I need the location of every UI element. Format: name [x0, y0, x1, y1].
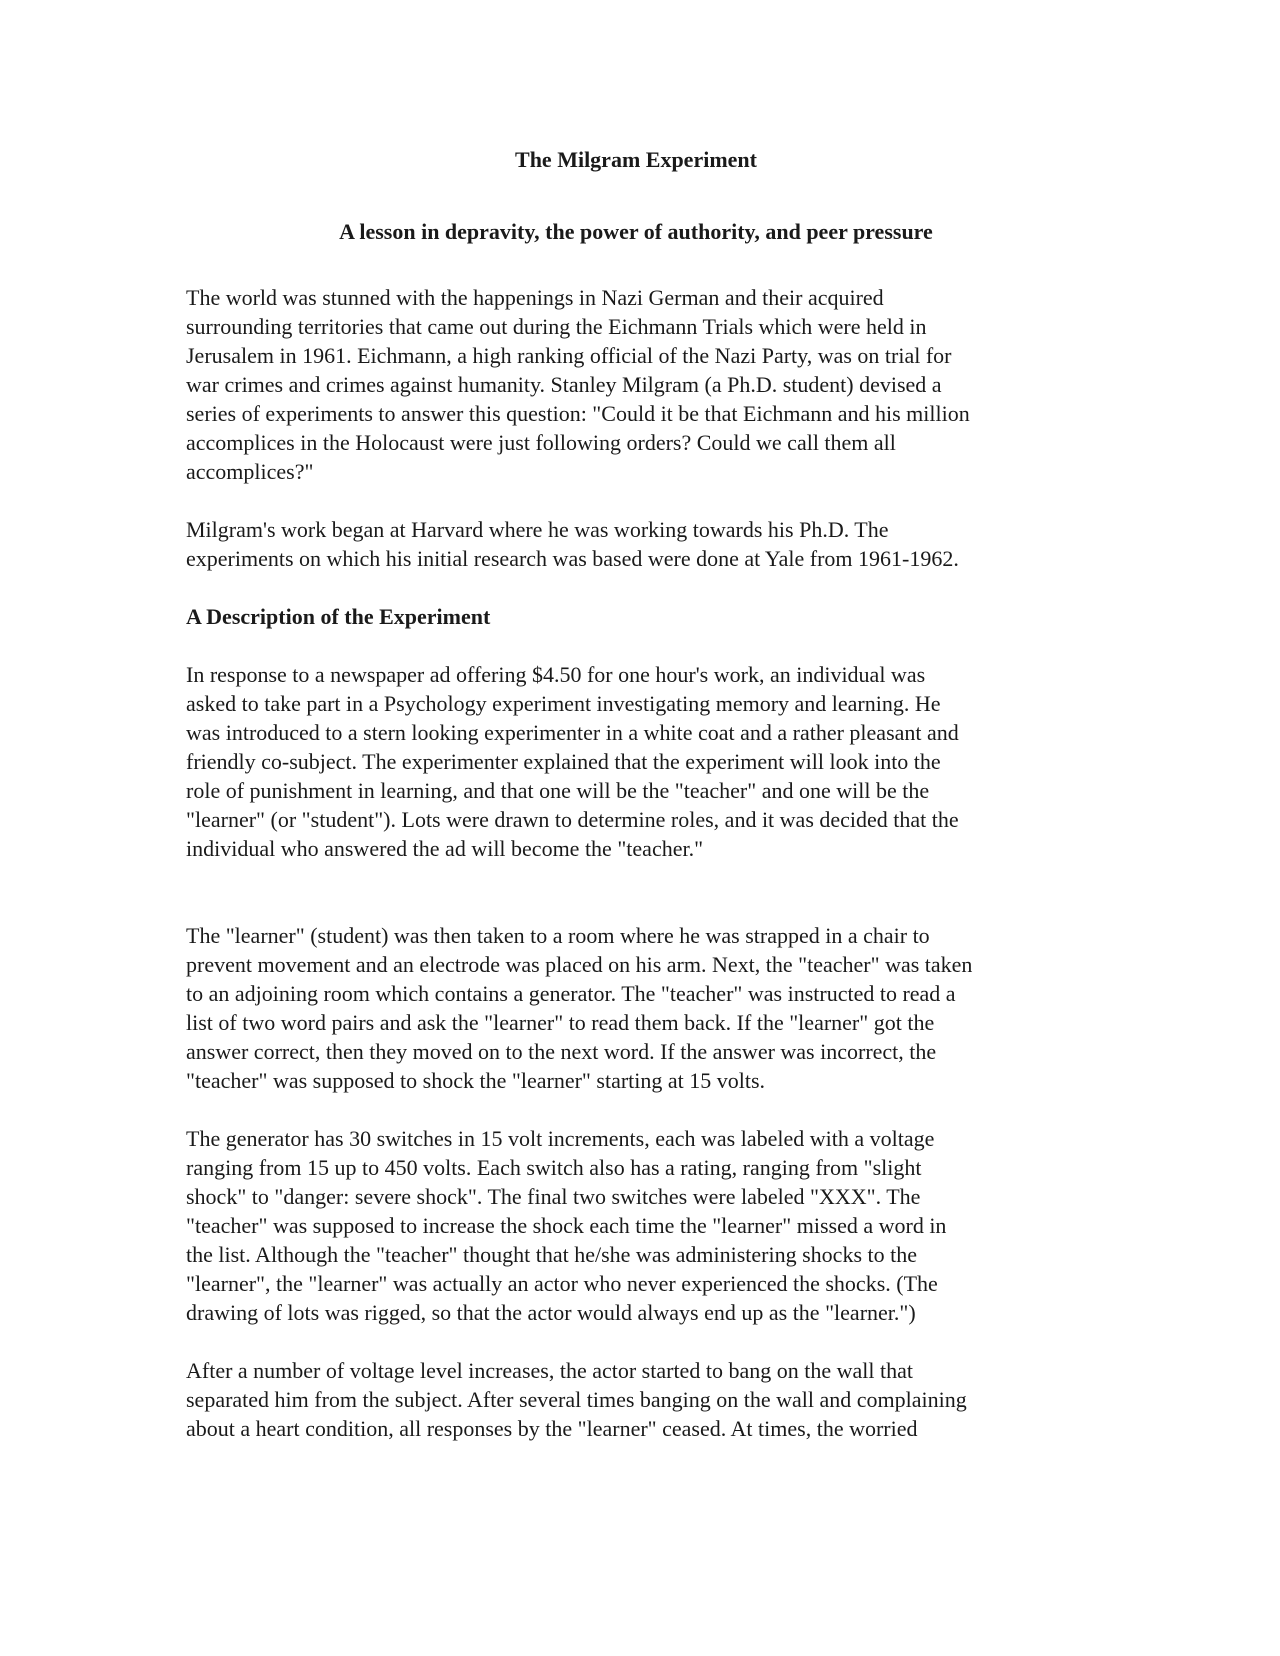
paragraph-generator: The generator has 30 switches in 15 volt increments, each was labeled with a voltage ranging from 15 up to 450 volts. Each switch also has a rating, ranging from "slight shock" to "danger: severe shock". The final two switches were labeled "XXX". The "teacher" was supposed to increase the shock each time the "learner" missed a word in the list. Although the "teacher" thought that he/she was administering shocks to the "learner", the "learner" was actually an actor who never experienced the shocks. (The drawing of lots was rigged, so that the actor would always end up as the "learner.") [186, 1126, 947, 1325]
document-body [186, 146, 1086, 1443]
paragraph-learner-room: The "learner" (student) was then taken to a room where he was strapped in a chair to prevent movement and an electrode was placed on his arm. Next, the "teacher" was taken to an adjoining room which contains a generator. The "teacher" was instructed to read a list of two word pairs and ask the "learner" to read them back. If the "learner" got the answer correct, then they moved on to the next word. If the answer was incorrect, the "teacher" was supposed to shock the "learner" starting at 15 volts. [186, 923, 973, 1093]
paragraph-intro: The world was stunned with the happenings in Nazi German and their acquired surrounding territories that came out during the Eichmann Trials which were held in Jerusalem in 1961. Eichmann, a high ranking official of the Nazi Party, was on trial for war crimes and crimes against humanity. Stanley Milgram (a Ph.D. student) devised a series of experiments to answer this question: "Could it be that Eichmann and his million accomplices in the Holocaust were just following orders? Could we call them all accomplices?" [186, 285, 970, 484]
paragraph-voltage-increases: After a number of voltage level increases, the actor started to bang on the wall that separated him from the subject. After several times banging on the wall and complaining about a heart condition, all responses by the "learner" ceased. At times, the worried [186, 1358, 967, 1441]
document-title: The Milgram Experiment [515, 147, 757, 172]
paragraph-harvard: Milgram's work began at Harvard where he was working towards his Ph.D. The experiments on which his initial research was based were done at Yale from 1961-1962. [186, 517, 959, 571]
section-heading-description: A Description of the Experiment [186, 604, 491, 629]
document-subtitle: A lesson in depravity, the power of authority, and peer pressure [339, 219, 933, 244]
paragraph-newspaper-ad: In response to a newspaper ad offering $4.50 for one hour's work, an individual was asked to take part in a Psychology experiment investigating memory and learning. He was introduced to a stern looking experimenter in a white coat and a rather pleasant and friendly co-subject. The experimenter explained that the experiment will look into the role of punishment in learning, and that one will be the "teacher" and one will be the "learner" (or "student"). Lots were drawn to determine roles, and it was decided that the individual who answered the ad will become the "teacher." [186, 662, 959, 861]
